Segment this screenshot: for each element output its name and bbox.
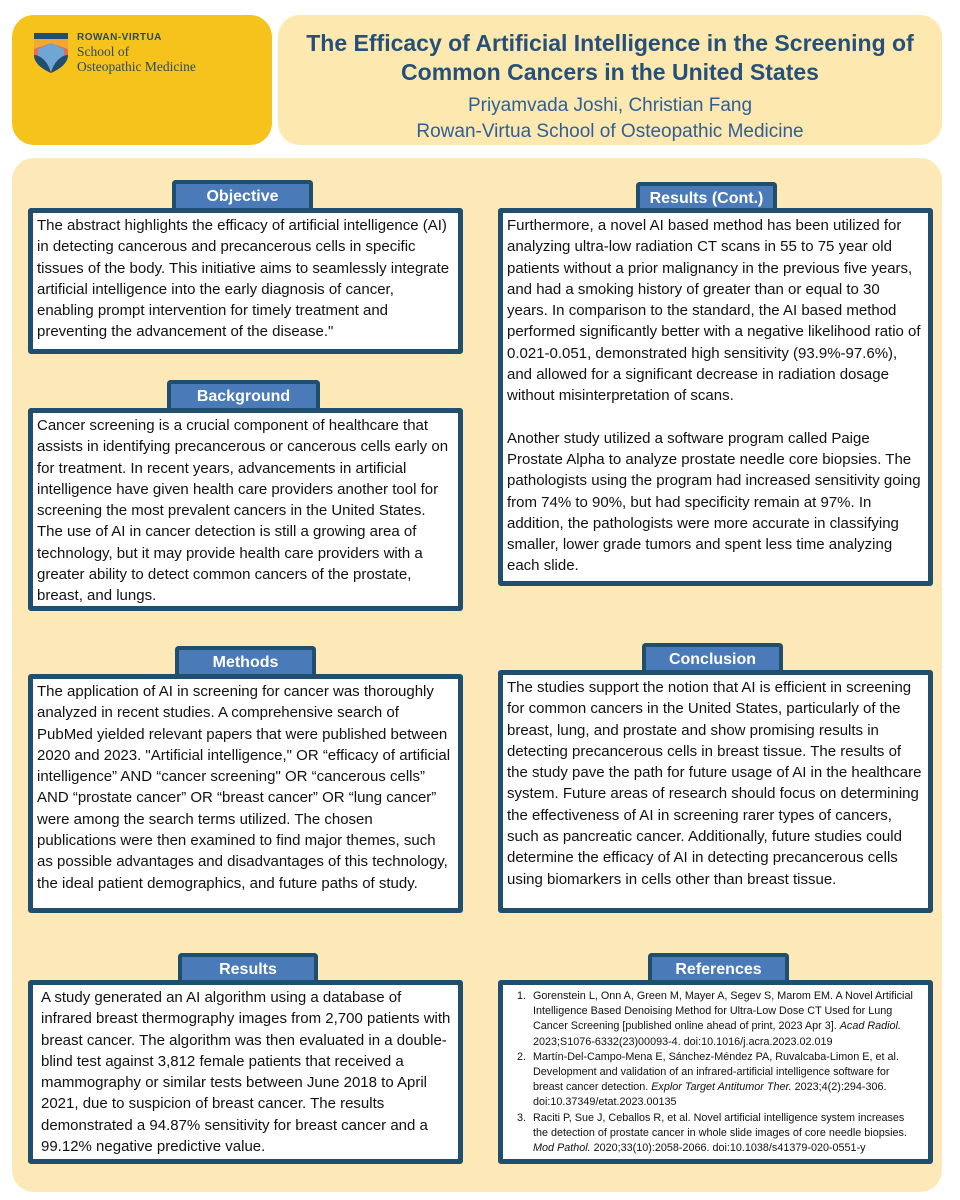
results-cont-heading: Results (Cont.) [636,182,777,212]
authors: Priyamvada Joshi, Christian Fang [467,95,753,116]
reference-item: 3. Raciti P, Sue J, Ceballos R, et al. Novel artificial intelligence system increases the detection of prostate cancer in whole slide images of core needle biopsies. Mod Pathol. 2020;33(10):2058-2066. doi:10.1038/s41379-020-0551-y [529,1111,922,1157]
methods-heading: Methods [175,646,316,676]
results-box: A study generated an AI algorithm using a database of infrared breast thermography images from 2,700 patients with breast cancer. The algorithm was then evaluated in a double-blind test against 3,812 female patients that received a mammography or similar tests between June 2018 to April 2021, due to suspicion of breast cancer. The results demonstrated a 94.87% sensitivity for breast cancer and a 99.12% negative predictive value. [28,980,463,1164]
poster-title: The Efficacy of Artificial Intelligence in the Screening of Common Cancers in the United States [306,30,914,85]
methods-box: The application of AI in screening for cancer was thoroughly analyzed in recent studies. A comprehensive search of PubMed yielded relevant papers that were published between 2020 and 2023. "Artificial intelligence," OR “efficacy of artificial intelligence” AND “cancer screening" OR “cancerous cells” AND “prostate cancer” OR “breast cancer” OR “lung cancer” were among the search terms utilized. The chosen publications were then examined to find major themes, such as possible advantages and disadvantages of this technology, the ideal patient demographics, and future paths of study. [28,674,463,913]
reference-item: 1. Gorenstein L, Onn A, Green M, Mayer A, Segev S, Marom EM. A Novel Artificial Intelligence Based Denoising Method for Ultra-Low Dose CT Used for Lung Cancer Screening [published online ahead of print, 2023 Apr 3]. Acad Radiol. 2023;S1076-6332(23)00093-4. doi:10.1016/j.acra.2023.02.019 [529,989,922,1050]
background-heading: Background [167,380,320,410]
reference-item: 2. Martín-Del-Campo-Mena E, Sánchez-Méndez PA, Ruvalcaba-Limon E, et al. Development and validation of an infrared-artificial intelligence software for breast cancer detection. Explor Target Antitumor Ther. 2023;4(2):294-306. doi:10.37349/etat.2023.00135 [529,1050,922,1111]
results-heading: Results [178,953,318,983]
references-heading: References [648,953,789,983]
logo-line-1: School of [77,44,130,59]
logo-block [12,15,272,145]
results-cont-paragraph-1: Furthermore, a novel AI based method has been utilized for analyzing ultra-low radiation CT scans in 55 to 75 year old patients without a prior malignancy in the previous five years, and had a smoking history of greater than or equal to 30 years. In comparison to the standard, the AI based method performed significantly better with a negative likelihood ratio of 0.021-0.051, demonstrated high sensitivity (93.9%-97.6%), and allowed for a significant decrease in radiation dosage without misinterpretation of scans. [507,217,921,405]
references-box [498,980,933,1164]
objective-heading: Objective [172,180,313,210]
results-cont-paragraph-2: Another study utilized a software program called Paige Prostate Alpha to analyze prostate needle core biopsies. The pathologists using the program had increased sensitivity going from 74% to 90%, but had specificity remain at 97%. In addition, the pathologists were more accurate in classifying smaller, lower grade tumors and spent less time analyzing each slide. [507,429,921,575]
institution: Rowan-Virtua School of Osteopathic Medicine [416,121,804,142]
conclusion-box: The studies support the notion that AI is efficient in screening for common cancers in the United States, particularly of the breast, lung, and prostate and show promising results in detecting precancerous cells in breast tissue. The results of the study pave the path for future usage of AI in the healthcare system. Future areas of research should focus on determining the effectiveness of AI in screening rarer types of cancers, such as pancreatic cancer. Additionally, future studies could determine the efficacy of AI in detecting precancerous cells using biomarkers in cells other than breast tissue. [498,670,933,913]
results-cont-box [498,208,933,586]
shield-logo-icon [34,33,68,73]
conclusion-heading: Conclusion [642,643,783,673]
title-block [278,15,942,145]
background-box: Cancer screening is a crucial component of healthcare that assists in identifying precancerous or cancerous cells early on for treatment. In recent years, advancements in artificial intelligence have given health care providers another tool for screening the most prevalent cancers in the United States. The use of AI in cancer detection is still a growing area of technology, but it may provide health care providers with a greater ability to detect common cancers of the prostate, breast, and lungs. [28,408,463,611]
objective-box: The abstract highlights the efficacy of artificial intelligence (AI) in detecting cancerous and precancerous cells in specific tissues of the body. This initiative aims to seamlessly integrate artificial intelligence into the early diagnosis of cancer, enabling prompt intervention for timely treatment and preventing the advancement of the disease." [28,208,463,354]
logo-line-2: Osteopathic Medicine [77,59,196,74]
logo-top-text: ROWAN-VIRTUA [77,32,162,43]
logo-name [77,44,196,74]
